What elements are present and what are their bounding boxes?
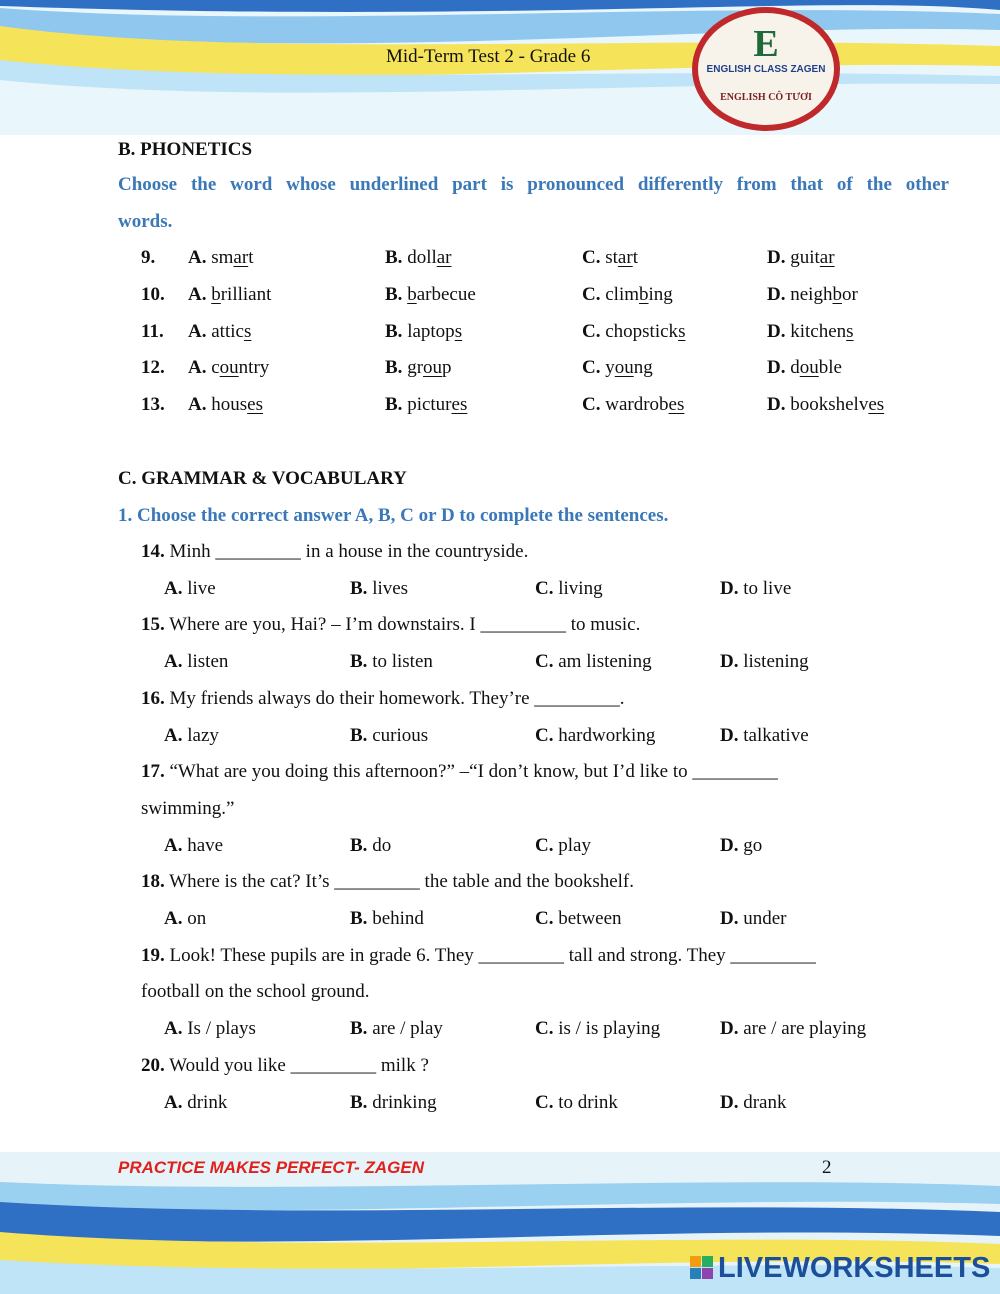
option-text: to listen [372, 651, 433, 673]
answer-option[interactable] [767, 321, 854, 343]
option-word-end: rilliant [220, 283, 272, 305]
answer-option[interactable] [385, 284, 476, 306]
underlined-part: s [454, 320, 463, 342]
question-text: Would you like _________ milk ? [169, 1054, 429, 1076]
logo-line-1: ENGLISH CLASS ZAGEN [706, 64, 826, 75]
option-text: Is / plays [187, 1018, 256, 1040]
option-word-start: gr [407, 357, 424, 379]
option-letter: D. [767, 357, 786, 379]
option-letter: A. [164, 1018, 183, 1040]
answer-option[interactable] [767, 284, 858, 306]
option-text: do [372, 834, 392, 856]
option-word-end: or [841, 283, 858, 305]
option-word-end: t [248, 247, 254, 268]
question-number: 14. [141, 541, 165, 562]
underlined-part: ou [423, 357, 443, 379]
answer-option[interactable] [164, 1018, 256, 1040]
answer-option[interactable] [164, 1092, 227, 1114]
option-letter: D. [767, 247, 786, 268]
answer-option[interactable] [350, 578, 408, 600]
question-number: 17. [141, 761, 165, 783]
question-number: 12. [141, 357, 165, 379]
answer-option[interactable] [164, 908, 206, 930]
option-text: behind [372, 908, 424, 929]
option-text: curious [372, 724, 429, 746]
underlined-part: ou [219, 357, 239, 379]
phonetics-heading: B. PHONETICS [118, 139, 253, 160]
option-text: live [187, 577, 216, 599]
option-word-start: chopstick [605, 320, 679, 342]
answer-option[interactable] [720, 1018, 866, 1040]
question-number: 10. [141, 283, 165, 305]
question-number: 11. [141, 320, 164, 342]
option-letter: B. [350, 724, 368, 746]
option-text: to live [743, 577, 792, 599]
option-text: lazy [187, 724, 219, 746]
option-word-end: p [442, 357, 452, 379]
option-letter: A. [188, 357, 207, 379]
answer-option[interactable] [535, 578, 603, 600]
option-letter: B. [350, 908, 368, 929]
answer-option[interactable] [582, 357, 653, 379]
question-number: 13. [141, 394, 165, 416]
option-text: under [743, 908, 787, 929]
option-text: are / play [372, 1018, 443, 1040]
underlined-part: es [247, 394, 263, 416]
answer-option[interactable] [535, 908, 622, 930]
question-stem [141, 614, 640, 636]
answer-option[interactable] [720, 1092, 787, 1114]
logo-letter: E [753, 23, 779, 65]
question-text-continued: football on the school ground. [141, 981, 370, 1003]
option-text: am listening [558, 651, 652, 673]
option-letter: B. [385, 320, 403, 342]
option-word-start: st [605, 247, 618, 268]
question-stem [141, 761, 778, 783]
answer-option[interactable] [350, 725, 428, 747]
option-letter: C. [535, 651, 554, 673]
grammar-heading: C. GRAMMAR & VOCABULARY [118, 468, 407, 489]
underlined-part: es [868, 394, 885, 416]
option-text: lives [372, 577, 409, 599]
answer-option[interactable] [582, 284, 673, 306]
option-word-end: ntry [238, 357, 270, 379]
option-word-start: attic [211, 320, 244, 342]
option-letter: B. [385, 357, 403, 379]
answer-option[interactable] [720, 651, 809, 673]
answer-option[interactable] [535, 725, 655, 747]
option-letter: C. [582, 394, 601, 416]
option-letter: B. [350, 577, 368, 599]
answer-option[interactable] [720, 908, 787, 930]
answer-option[interactable] [720, 725, 809, 747]
option-letter: C. [535, 577, 554, 599]
option-text: drank [743, 1091, 787, 1113]
option-text: play [558, 834, 591, 856]
phonetics-instruction-line-1: Choose the word whose underlined part is pronounced differently from that of the other [118, 174, 949, 195]
option-letter: A. [164, 834, 183, 856]
option-word-start: clim [605, 283, 640, 305]
answer-option[interactable] [535, 1092, 618, 1114]
option-word-start: doll [407, 247, 437, 268]
option-text: talkative [743, 724, 809, 746]
option-letter: C. [535, 1091, 554, 1113]
option-letter: D. [720, 651, 739, 673]
option-word-start: neigh [790, 283, 833, 305]
option-letter: A. [164, 577, 183, 599]
option-word-end: ble [818, 357, 842, 379]
option-letter: D. [720, 908, 739, 929]
option-text: between [558, 908, 622, 929]
footer-motto: PRACTICE MAKES PERFECT- ZAGEN [118, 1158, 425, 1177]
logo-line-2: ENGLISH CÔ TƯƠI [720, 92, 812, 103]
option-letter: C. [582, 283, 601, 305]
option-letter: C. [535, 908, 554, 929]
option-text: go [743, 834, 763, 856]
underlined-part: s [846, 320, 854, 342]
option-letter: B. [385, 283, 403, 305]
answer-option[interactable] [720, 835, 762, 857]
option-letter: A. [188, 320, 207, 342]
option-letter: B. [385, 247, 403, 268]
question-stem [141, 541, 528, 563]
option-letter: C. [582, 247, 601, 268]
option-letter: A. [164, 651, 183, 673]
answer-option[interactable] [188, 357, 269, 379]
underlined-part: b [639, 283, 649, 305]
option-word-start: y [605, 357, 615, 379]
question-text-continued: swimming.” [141, 797, 235, 819]
question-stem [141, 945, 816, 967]
question-text: My friends always do their homework. They’re _________. [169, 687, 625, 709]
question-text: Where is the cat? It’s _________ the table and the bookshelf. [169, 871, 635, 893]
question-number: 15. [141, 614, 165, 636]
page-number: 2 [822, 1157, 832, 1178]
answer-option[interactable] [350, 908, 424, 930]
underlined-part: ou [799, 357, 819, 379]
option-letter: D. [720, 724, 739, 746]
answer-option[interactable] [188, 284, 271, 306]
answer-option[interactable] [188, 394, 263, 416]
answer-option[interactable] [350, 835, 391, 857]
option-letter: A. [164, 1091, 183, 1113]
option-letter: C. [535, 1018, 554, 1040]
option-text: to drink [558, 1091, 618, 1113]
answer-option[interactable] [350, 1092, 437, 1114]
question-stem [141, 1055, 429, 1077]
option-text: are / are playing [743, 1018, 867, 1040]
question-number: 16. [141, 687, 165, 709]
answer-option[interactable] [350, 651, 433, 673]
answer-option[interactable] [535, 1018, 660, 1040]
option-letter: A. [188, 394, 207, 416]
option-letter: D. [720, 1091, 739, 1113]
option-letter: C. [582, 320, 601, 342]
option-letter: C. [535, 834, 554, 856]
answer-option[interactable] [188, 321, 251, 343]
question-number: 18. [141, 871, 165, 893]
answer-option[interactable] [350, 1018, 443, 1040]
option-letter: B. [350, 1091, 368, 1113]
phonetics-instruction-line-2: words. [118, 211, 173, 232]
option-word-end: t [632, 247, 638, 268]
underlined-part: ar [233, 247, 249, 268]
answer-option[interactable] [164, 835, 223, 857]
brand-name: LIVEWORKSHEETS [718, 1252, 991, 1284]
answer-option[interactable] [188, 247, 253, 269]
option-word-end: ng [633, 357, 653, 379]
school-logo [690, 4, 842, 134]
option-letter: B. [385, 394, 403, 416]
option-letter: D. [767, 320, 786, 342]
answer-option[interactable] [164, 578, 216, 600]
underlined-part: ar [617, 247, 633, 268]
option-text: listen [187, 651, 229, 673]
question-stem [141, 871, 634, 893]
question-stem [141, 688, 625, 710]
option-letter: B. [350, 1018, 368, 1040]
underlined-part: b [211, 283, 221, 305]
option-word-end: ing [648, 283, 673, 305]
answer-option[interactable] [720, 578, 791, 600]
answer-option[interactable] [385, 394, 467, 416]
option-letter: D. [720, 834, 739, 856]
underlined-part: ou [614, 357, 634, 379]
answer-option[interactable] [767, 357, 842, 379]
option-letter: D. [767, 394, 786, 416]
option-text: on [187, 908, 207, 929]
option-text: is / is playing [558, 1018, 661, 1040]
option-word-start: guit [790, 247, 820, 268]
underlined-part: ar [819, 247, 835, 268]
option-text: listening [743, 651, 809, 673]
option-letter: D. [720, 577, 739, 599]
option-letter: A. [164, 724, 183, 746]
underlined-part: b [832, 283, 842, 305]
option-word-start: hous [211, 394, 248, 416]
question-text: Where are you, Hai? – I’m downstairs. I _________ to music. [169, 614, 641, 636]
option-word-start: kitchen [790, 320, 847, 342]
question-number: 19. [141, 944, 165, 966]
option-word-start: pictur [407, 394, 452, 416]
answer-option[interactable] [164, 725, 219, 747]
underlined-part: ar [436, 247, 452, 268]
answer-option[interactable] [385, 321, 462, 343]
option-word-start: laptop [407, 320, 455, 342]
option-word-start: wardrob [605, 394, 669, 416]
option-word-start: bookshelv [790, 394, 869, 416]
answer-option[interactable] [767, 247, 835, 269]
answer-option[interactable] [767, 394, 884, 416]
option-letter: A. [188, 247, 207, 268]
question-number: 20. [141, 1054, 165, 1076]
underlined-part: es [451, 394, 468, 416]
option-letter: A. [188, 283, 207, 305]
question-number: 9. [141, 247, 156, 268]
option-word-start: sm [211, 247, 234, 268]
answer-option[interactable] [535, 651, 652, 673]
underlined-part: b [407, 283, 417, 305]
option-letter: C. [582, 357, 601, 379]
answer-option[interactable] [582, 247, 638, 269]
answer-option[interactable] [385, 357, 452, 379]
option-letter: A. [164, 908, 183, 929]
underlined-part: s [678, 320, 686, 342]
answer-option[interactable] [164, 651, 228, 673]
question-text: Look! These pupils are in grade 6. They _________ tall and strong. They _________ [169, 944, 816, 966]
brand-blocks-icon [690, 1256, 714, 1280]
option-letter: C. [535, 724, 554, 746]
option-text: hardworking [558, 724, 656, 746]
option-letter: D. [767, 283, 786, 305]
option-word-start: c [211, 357, 220, 379]
option-word-end: arbecue [416, 283, 476, 305]
option-text: drinking [372, 1091, 437, 1113]
option-word-start: d [790, 357, 800, 379]
underlined-part: s [243, 320, 252, 342]
answer-option[interactable] [582, 394, 684, 416]
answer-option[interactable] [385, 247, 452, 269]
option-letter: D. [720, 1018, 739, 1040]
option-letter: B. [350, 651, 368, 673]
question-text: Minh _________ in a house in the countryside. [169, 541, 529, 562]
option-text: living [558, 577, 603, 599]
document-title: Mid-Term Test 2 - Grade 6 [386, 46, 591, 67]
grammar-instruction: 1. Choose the correct answer A, B, C or D to complete the sentences. [118, 505, 669, 526]
option-text: have [187, 834, 224, 856]
option-text: drink [187, 1091, 228, 1113]
answer-option[interactable] [535, 835, 591, 857]
question-text: “What are you doing this afternoon?” –“I don’t know, but I’d like to _________ [169, 761, 778, 783]
answer-option[interactable] [582, 321, 685, 343]
underlined-part: es [668, 394, 685, 416]
option-letter: B. [350, 834, 368, 856]
